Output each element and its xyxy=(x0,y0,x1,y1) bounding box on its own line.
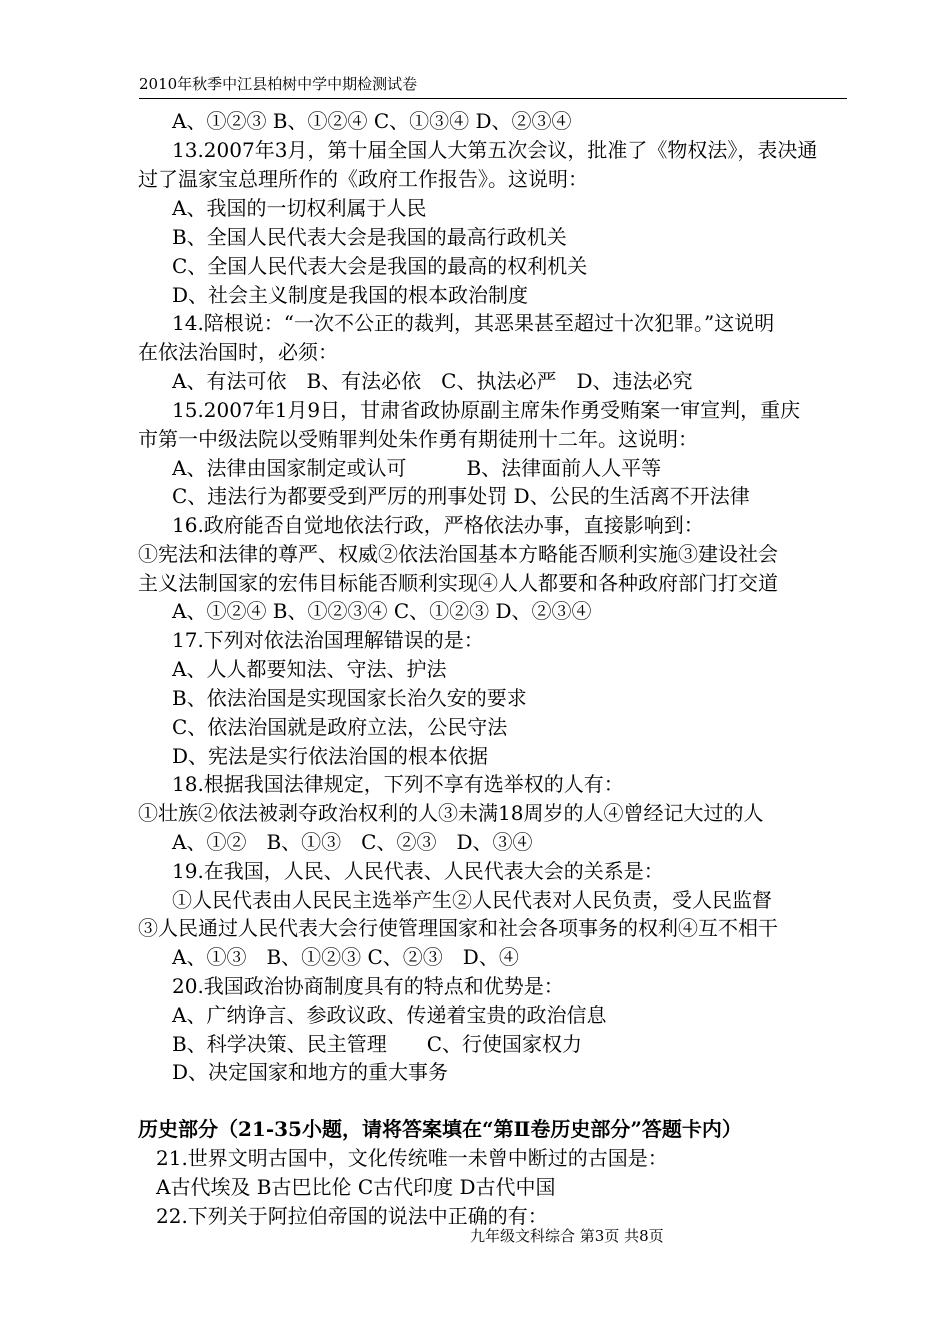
q20-option-a: A、广纳诤言、参政议政、传递着宝贵的政治信息 xyxy=(172,1003,607,1027)
q15-stem: 15.2007年1月9日，甘肃省政协原副主席朱作勇受贿案一审宣判，重庆 xyxy=(172,398,801,422)
q13-option-b: B、全国人民代表大会是我国的最高行政机关 xyxy=(172,225,567,249)
page-footer: 九年级文科综合 第3页 共8页 xyxy=(470,1227,664,1245)
q19-options: A、①③ B、①②③ C、②③ D、④ xyxy=(172,945,519,969)
q17-option-c: C、依法治国就是政府立法，公民守法 xyxy=(172,715,508,739)
q21-options: A古代埃及 B古巴比伦 C古代印度 D古代中国 xyxy=(156,1175,556,1199)
q13-option-c: C、全国人民代表大会是我国的最高的权利机关 xyxy=(172,254,588,278)
q17-option-a: A、人人都要知法、守法、护法 xyxy=(172,657,447,681)
q17-stem: 17.下列对依法治国理解错误的是： xyxy=(172,628,484,652)
page-header: 2010年秋季中江县柏树中学中期检测试卷 xyxy=(139,75,418,93)
q17-option-d: D、宪法是实行依法治国的根本依据 xyxy=(172,744,489,768)
q14-options: A、有法可依 B、有法必依 C、执法必严 D、违法必究 xyxy=(172,369,693,393)
q18-items: ①壮族②依法被剥夺政治权利的人③未满18周岁的人④曾经记大过的人 xyxy=(138,801,764,825)
q16-items-cont: 主义法制国家的宏伟目标能否顺利实现④人人都要和各种政府部门打交道 xyxy=(138,571,778,595)
history-section-heading: 历史部分（21-35小题，请将答案填在“第Ⅱ卷历史部分”答题卡内） xyxy=(138,1117,742,1141)
q20-stem: 20.我国政治协商制度具有的特点和优势是： xyxy=(172,974,564,998)
header-rule xyxy=(139,98,847,99)
q13-stem: 13.2007年3月，第十届全国人大第五次会议，批准了《物权法》，表决通 xyxy=(172,138,818,162)
q17-option-b: B、依法治国是实现国家长治久安的要求 xyxy=(172,686,527,710)
q13-option-d: D、社会主义制度是我国的根本政治制度 xyxy=(172,283,529,307)
q18-options: A、①② B、①③ C、②③ D、③④ xyxy=(172,830,533,854)
q12-options: A、①②③ B、①②④ C、①③④ D、②③④ xyxy=(172,109,572,133)
q14-stem-cont: 在依法治国时，必须： xyxy=(138,340,338,364)
q16-options: A、①②④ B、①②③④ C、①②③ D、②③④ xyxy=(172,599,592,623)
q19-items: ①人民代表由人民民主选举产生②人民代表对人民负责，受人民监督 xyxy=(172,888,772,912)
q15-options-cd: C、违法行为都要受到严厉的刑事处罚 D、公民的生活离不开法律 xyxy=(172,484,750,508)
q18-stem: 18.根据我国法律规定，下列不享有选举权的人有： xyxy=(172,772,624,796)
q14-stem: 14.陪根说：“一次不公正的裁判，其恶果甚至超过十次犯罪。”这说明 xyxy=(172,311,775,335)
q16-items: ①宪法和法律的尊严、权威②依法治国基本方略能否顺利实施③建设社会 xyxy=(138,542,778,566)
q21-stem: 21.世界文明古国中，文化传统唯一未曾中断过的古国是： xyxy=(156,1146,668,1170)
q15-options-ab: A、法律由国家制定或认可 B、法律面前人人平等 xyxy=(172,456,662,480)
q13-stem-cont: 过了温家宝总理所作的《政府工作报告》。这说明： xyxy=(138,167,588,191)
q13-option-a: A、我国的一切权利属于人民 xyxy=(172,196,427,220)
q15-stem-cont: 市第一中级法院以受贿罪判处朱作勇有期徒刑十二年。这说明： xyxy=(138,427,698,451)
q22-stem: 22.下列关于阿拉伯帝国的说法中正确的有： xyxy=(156,1204,548,1228)
q20-options-bc: B、科学决策、民主管理 C、行使国家权力 xyxy=(172,1032,582,1056)
q16-stem: 16.政府能否自觉地依法行政，严格依法办事，直接影响到： xyxy=(172,513,704,537)
q19-stem: 19.在我国，人民、人民代表、人民代表大会的关系是： xyxy=(172,859,664,883)
q19-items-cont: ③人民通过人民代表大会行使管理国家和社会各项事务的权利④互不相干 xyxy=(138,916,778,940)
q20-option-d: D、决定国家和地方的重大事务 xyxy=(172,1060,449,1084)
